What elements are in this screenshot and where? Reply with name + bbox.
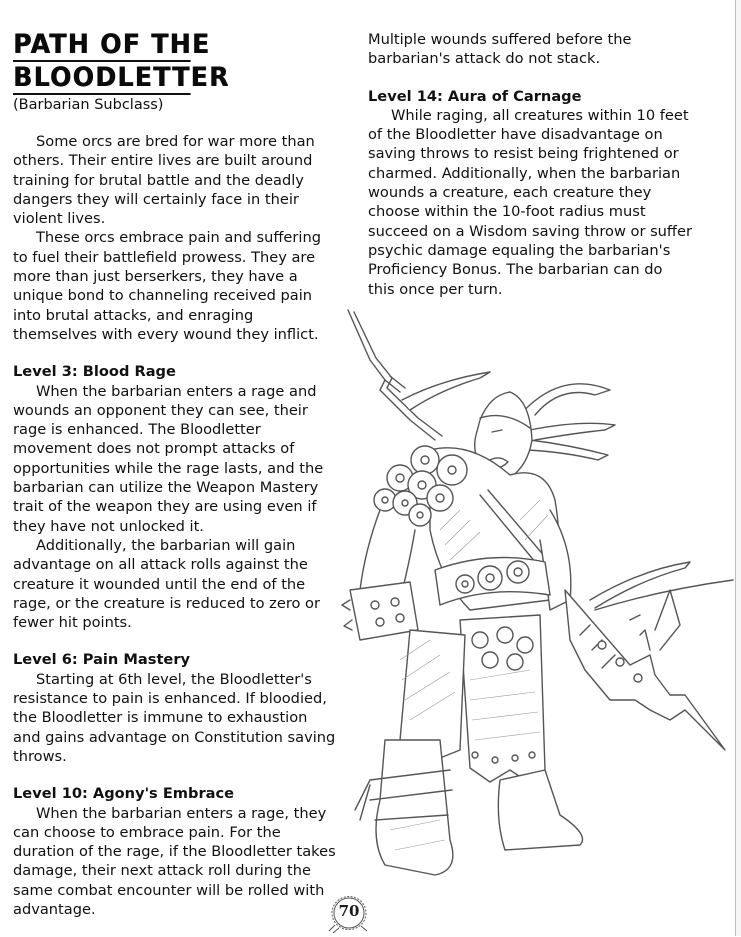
feature-heading-level-3: Level 3: Blood Rage [13,363,176,381]
title-block [13,29,230,114]
feature-heading-level-6: Level 6: Pain Mastery [13,651,191,669]
feature-paragraph: When the barbarian enters a rage, they can choose to embrace pain. For the duration of the rage, if the Bloodletter takes damage, their next attack roll during the same combat encounter will be rolled with advantage. [13,804,336,918]
continuation-paragraph: Multiple wounds suffered before the barbarian's attack do not stack. [368,31,632,68]
headband-ribbon [402,372,490,410]
weapon-streamer [590,562,690,608]
headband-ribbon [528,440,608,460]
feature-paragraph: When the barbarian enters a rage and wounds an opponent they can see, their rage is enhanced. The Bloodletter movement does not prompt attacks of opportunities while the rage lasts, and the barbarian can utilize the Weapon Mastery trait of the weapon they are using even if they have not unlocked it. [13,382,324,535]
feature-paragraph: Additionally, the barbarian will gain advantage on all attack rolls against the creature it wounded until the end of the rage, or the creature is reduced to zero or fewer hit points. [13,536,320,632]
page-number-badge [327,893,371,933]
feature-heading-level-10: Level 10: Agony's Embrace [13,785,235,803]
page-title-line-2: BLOODLETTER [13,62,230,93]
left-column [13,132,338,919]
feature-heading-level-14: Level 14: Aura of Carnage [368,87,582,105]
page-edge-shade [736,0,741,936]
intro-paragraph: Some orcs are bred for war more than others. Their entire lives are built around training for brutal battle and the deadly dangers they will certainly face in their violent lives. [13,133,315,228]
headband-ribbon [530,423,615,440]
spear-upper-shaft [348,310,442,440]
page-title-line-1: PATH OF THE [13,29,211,60]
page-number: 70 [338,902,360,920]
right-column [368,30,693,299]
feature-paragraph: While raging, all creatures within 10 feet of the Bloodletter have disadvantage on saving throws to resist being frightened or charmed. Additionally, when the barbarian wounds a creature, each creature they choose within the 10-foot radius must succeed on a Wisdom saving throw or suffer psychic damage equaling the barbarian's Proficiency Bonus. The barbarian can do this once per turn. [368,106,692,298]
orc-left-boot [376,740,453,875]
page-subtitle: (Barbarian Subclass) [13,97,164,113]
spiked-gauntlet [350,582,418,640]
intro-paragraph: These orcs embrace pain and suffering to fuel their battlefield prowess. They are more than just berserkers, they have a unique bond to channeling received pain into brutal attacks, and enraging themselves with every wound they inflict. [13,229,321,343]
feature-paragraph: Starting at 6th level, the Bloodletter's resistance to pain is enhanced. If bloodied, the Bloodletter is immune to exhaustion and gains advantage on Constitution saving throws. [13,670,336,765]
orc-barbarian-illustration [340,300,735,900]
spear-lower-blade [565,590,725,750]
headband-ribbon [520,384,610,415]
orc-right-boot [498,770,582,850]
